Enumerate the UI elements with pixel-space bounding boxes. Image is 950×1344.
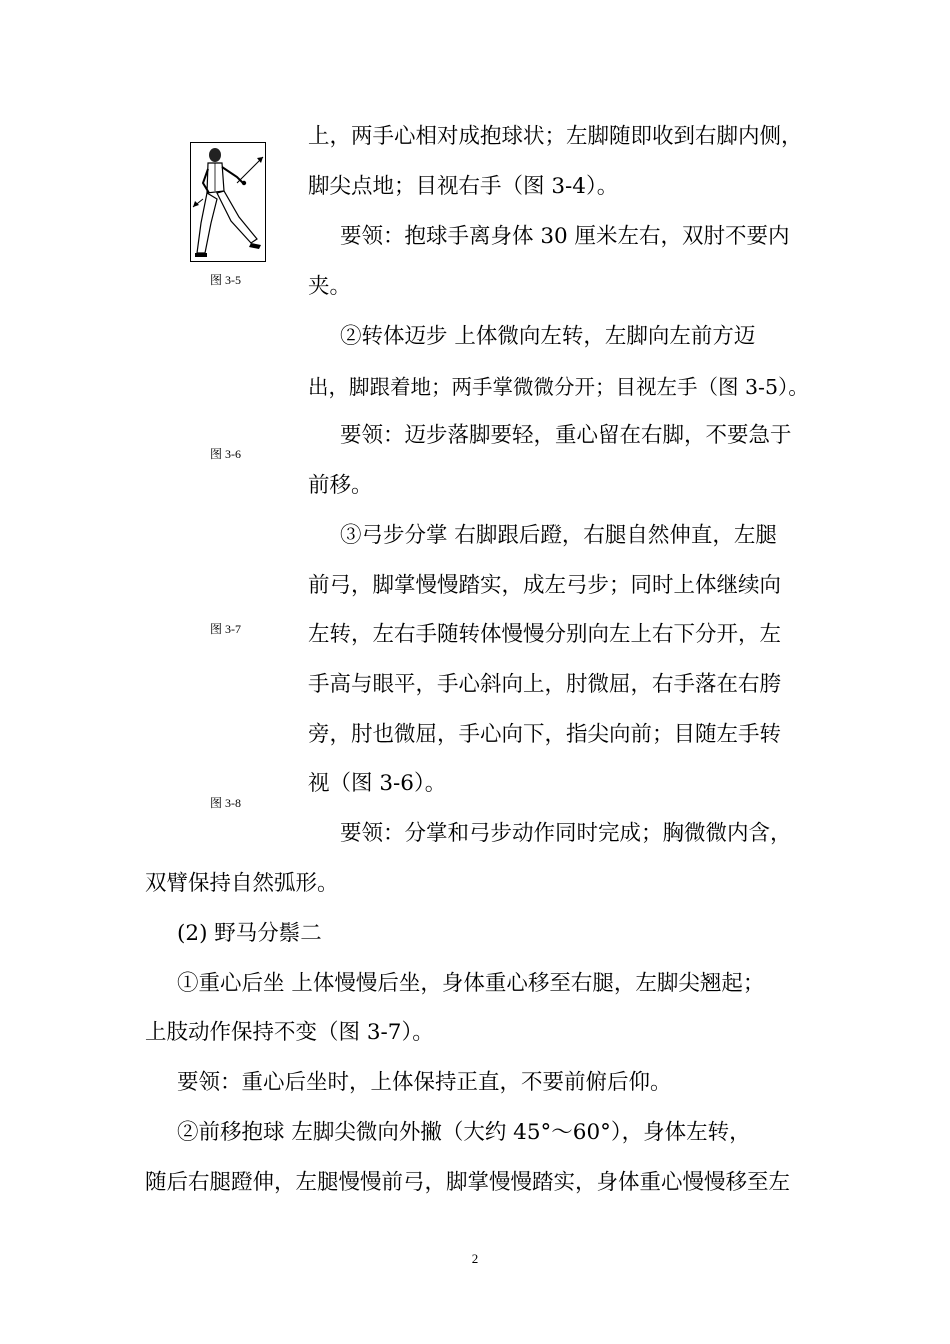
text-line: 要领：分掌和弓步动作同时完成；胸微微内含， [340,821,792,846]
text-line: 出，脚跟着地；两手掌微微分开；目视左手（图 3-5）。 [308,375,809,399]
page-number: 2 [471,1251,479,1266]
figure-caption-3-6: 图 3-6 [210,447,241,461]
text-line: ②转体迈步 上体微向左转，左脚向左前方迈 [340,324,756,349]
text-line: 要领：抱球手离身体 30 厘米左右，双肘不要内 [340,224,790,249]
text-line: 旁，肘也微屈，手心向下，指尖向前；目随左手转 [308,722,782,747]
figure-caption-3-8: 图 3-8 [210,796,241,810]
text-line: ③弓步分掌 右脚跟后蹬，右腿自然伸直，左腿 [340,523,777,548]
text-line: 前弓，脚掌慢慢踏实，成左弓步；同时上体继续向 [308,573,782,598]
text-line: 脚尖点地；目视右手（图 3-4）。 [308,174,619,199]
text-line: 左转，左右手随转体慢慢分别向左上右下分开，左 [308,622,782,647]
figure-illustration [190,142,266,262]
text-line: 要领：迈步落脚要轻，重心留在右脚，不要急于 [340,423,792,448]
figure-caption-3-5: 图 3-5 [210,273,241,287]
text-line: ①重心后坐 上体慢慢后坐，身体重心移至右腿，左脚尖翘起； [177,971,765,996]
text-line: 随后右腿蹬伸，左腿慢慢前弓，脚掌慢慢踏实，身体重心慢慢移至左 [145,1170,791,1195]
text-line: 手高与眼平，手心斜向上，肘微屈，右手落在右胯 [308,672,782,697]
text-line: 要领：重心后坐时，上体保持正直，不要前俯后仰。 [177,1070,672,1095]
text-line: 上肢动作保持不变（图 3-7）。 [145,1020,434,1045]
text-line: 上，两手心相对成抱球状；左脚随即收到右脚内侧， [308,124,803,149]
text-line: 双臂保持自然弧形。 [145,871,339,896]
figure-caption-3-7: 图 3-7 [210,622,241,636]
text-line: 夹。 [308,274,352,299]
text-line: ②前移抱球 左脚尖微向外撇（大约 45°～60°），身体左转， [177,1120,751,1145]
section-heading: (2) 野马分鬃二 [177,921,322,946]
text-line: 前移。 [308,473,373,498]
taichi-figure-icon [191,143,265,261]
text-line: 视（图 3-6）。 [308,771,447,796]
